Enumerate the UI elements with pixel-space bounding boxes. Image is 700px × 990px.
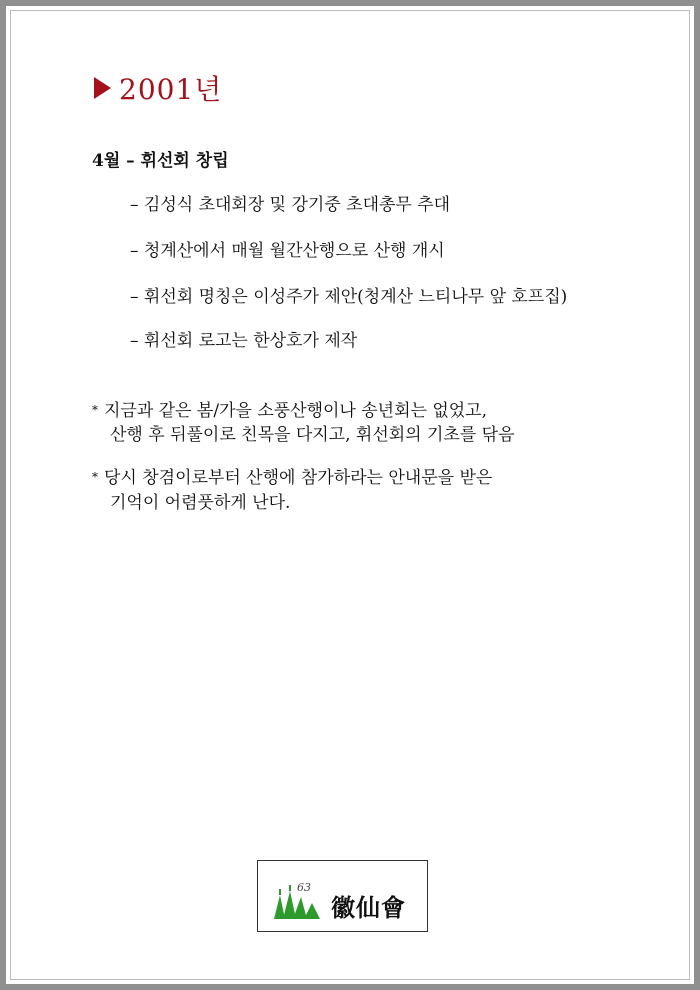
title-text: 2001년 xyxy=(119,73,223,106)
note-1-line-1: 지금과 같은 봄/가을 소풍산행이나 송년회는 없었고, xyxy=(104,401,488,421)
note-2-line-2: 기억이 어렴풋하게 난다. xyxy=(110,493,291,513)
logo-number: 63 xyxy=(297,881,311,894)
note-1-line-2: 산행 후 뒤풀이로 친목을 다지고, 휘선회의 기초를 닦음 xyxy=(110,425,515,445)
club-logo xyxy=(257,860,428,932)
note-2-line-1: 당시 창겸이로부터 산행에 참가하라는 안내문을 받은 xyxy=(104,468,493,488)
history-item: – 휘선회 명칭은 이성주가 제안(청계산 느티나무 앞 호프집) xyxy=(130,287,568,307)
page-title xyxy=(94,68,222,108)
history-item: – 김성식 초대회장 및 강기중 초대총무 추대 xyxy=(130,195,451,215)
logo-text: 徽仙會 xyxy=(331,893,406,922)
history-item: – 청계산에서 매월 월간산행으로 산행 개시 xyxy=(130,241,445,261)
note-1 xyxy=(92,396,487,421)
asterisk-bullet: * xyxy=(92,470,98,484)
note-2 xyxy=(92,463,492,488)
asterisk-bullet: * xyxy=(92,403,98,417)
triangle-bullet-icon xyxy=(94,77,111,99)
history-item: – 휘선회 로고는 한상호가 제작 xyxy=(130,331,358,351)
month-heading: 4월 – 휘선회 창립 xyxy=(92,151,229,171)
